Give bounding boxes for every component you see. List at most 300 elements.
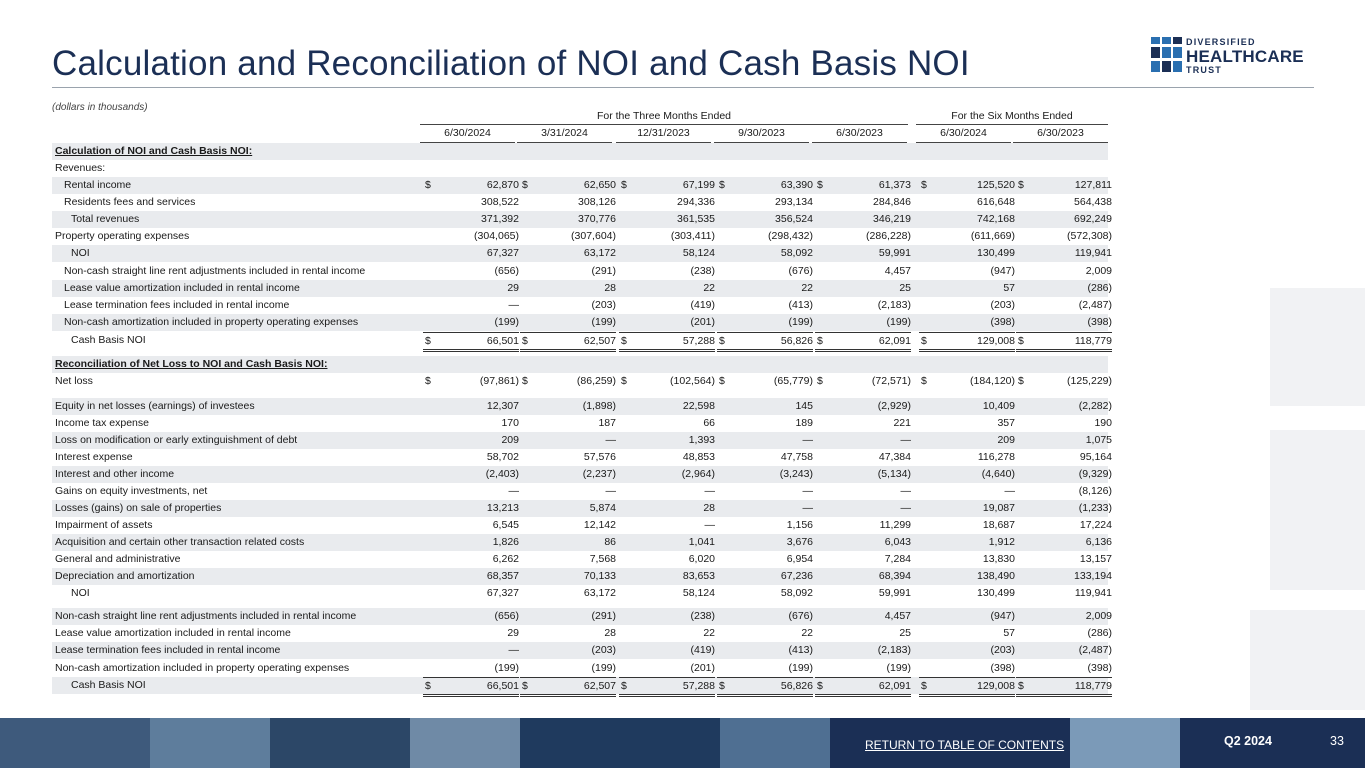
cell-value: (656) — [494, 610, 519, 622]
currency-symbol: $ — [522, 179, 528, 191]
cell-value: 62,870 — [486, 179, 519, 191]
table-cell — [1016, 263, 1112, 280]
currency-symbol: $ — [621, 680, 627, 692]
table-cell — [619, 449, 715, 466]
table-cell — [1016, 625, 1112, 642]
table-cell — [423, 398, 519, 415]
table-row — [52, 332, 1112, 349]
table-cell — [919, 432, 1015, 449]
cell-value: 66 — [703, 417, 715, 429]
table-cell — [815, 177, 911, 194]
table-cell — [619, 642, 715, 659]
table-cell — [1016, 432, 1112, 449]
table-cell — [423, 297, 519, 314]
cell-value: 57,576 — [583, 451, 616, 463]
table-cell — [815, 373, 911, 390]
table-cell — [919, 517, 1015, 534]
table-cell — [619, 280, 715, 297]
table-cell — [717, 625, 813, 642]
table-cell — [423, 245, 519, 262]
table-cell — [619, 625, 715, 642]
cell-value: (398) — [1087, 662, 1112, 674]
column-header: 3/31/2024 — [541, 127, 588, 139]
cell-value: 62,507 — [583, 680, 616, 692]
cell-value: 293,134 — [775, 196, 813, 208]
cell-value: 1,393 — [688, 434, 715, 446]
cell-value: 4,457 — [884, 265, 911, 277]
table-cell — [717, 585, 813, 602]
row-label: Equity in net losses (earnings) of investees — [55, 400, 255, 412]
table-cell — [919, 483, 1015, 500]
cell-value: 308,522 — [481, 196, 519, 208]
currency-symbol: $ — [1018, 335, 1024, 347]
cell-value: 22 — [801, 627, 813, 639]
cell-value: 47,758 — [780, 451, 813, 463]
cell-value: — — [900, 434, 911, 446]
cell-value: 17,224 — [1079, 519, 1112, 531]
table-cell — [619, 297, 715, 314]
table-cell — [520, 517, 616, 534]
table-cell — [919, 228, 1015, 245]
cell-value: 58,092 — [780, 587, 813, 599]
table-cell — [520, 500, 616, 517]
cell-value: 4,457 — [884, 610, 911, 622]
table-cell — [815, 398, 911, 415]
cell-value: 294,336 — [677, 196, 715, 208]
cell-value: (307,604) — [571, 230, 616, 242]
table-row — [52, 245, 1112, 262]
table-cell — [1016, 500, 1112, 517]
table-cell — [423, 211, 519, 228]
cell-value: (203) — [591, 299, 616, 311]
table-cell — [815, 280, 911, 297]
table-cell — [423, 585, 519, 602]
cell-value: 28 — [604, 627, 616, 639]
title-divider — [52, 87, 1314, 88]
table-cell — [520, 449, 616, 466]
row-label: Non-cash straight line rent adjustments included in rental income — [64, 265, 366, 277]
row-label: Calculation of NOI and Cash Basis NOI: — [55, 145, 253, 157]
table-cell — [815, 314, 911, 331]
cell-value: 62,507 — [583, 335, 616, 347]
table-cell — [919, 373, 1015, 390]
table-cell — [520, 245, 616, 262]
cell-value: 118,779 — [1074, 335, 1112, 347]
cell-value: (184,120) — [970, 375, 1015, 387]
column-header: 6/30/2024 — [444, 127, 491, 139]
cell-value: — — [704, 519, 715, 531]
column-header: 6/30/2023 — [836, 127, 883, 139]
background-decoration — [1270, 288, 1365, 406]
table-cell — [717, 297, 813, 314]
cell-value: 58,124 — [682, 587, 715, 599]
table-row — [52, 660, 1112, 677]
cell-value: (2,403) — [485, 468, 519, 480]
table-cell — [1016, 660, 1112, 677]
table-cell — [1016, 228, 1112, 245]
quarter-label: Q2 2024 — [1224, 734, 1272, 748]
cell-value: — — [605, 434, 616, 446]
cell-value: (238) — [690, 610, 715, 622]
table-row — [52, 280, 1112, 297]
table-cell — [520, 332, 616, 352]
table-cell — [520, 280, 616, 297]
table-cell — [815, 432, 911, 449]
cell-value: 190 — [1094, 417, 1112, 429]
row-label: Interest expense — [55, 451, 133, 463]
table-cell — [717, 398, 813, 415]
cell-value: 66,501 — [486, 335, 519, 347]
table-row — [52, 568, 1112, 585]
background-decoration — [1250, 610, 1365, 710]
table-cell — [919, 500, 1015, 517]
table-cell — [423, 415, 519, 432]
currency-symbol: $ — [621, 375, 627, 387]
cell-value: (413) — [788, 299, 813, 311]
table-cell — [717, 660, 813, 677]
table-cell — [815, 449, 911, 466]
currency-symbol: $ — [719, 335, 725, 347]
cell-value: — — [802, 485, 813, 497]
table-cell — [423, 332, 519, 352]
currency-symbol: $ — [425, 179, 431, 191]
table-cell — [520, 314, 616, 331]
table-cell — [619, 660, 715, 677]
table-cell — [619, 551, 715, 568]
table-cell — [423, 534, 519, 551]
table-cell — [919, 677, 1015, 697]
cell-value: 95,164 — [1079, 451, 1112, 463]
cell-value: 70,133 — [583, 570, 616, 582]
table-cell — [520, 194, 616, 211]
table-cell — [520, 677, 616, 697]
table-cell — [919, 177, 1015, 194]
table-cell — [919, 568, 1015, 585]
table-cell — [815, 332, 911, 352]
cell-value: 357 — [997, 417, 1015, 429]
cell-value: 2,009 — [1085, 265, 1112, 277]
row-label: Lease termination fees included in rental income — [64, 299, 290, 311]
currency-symbol: $ — [719, 680, 725, 692]
return-to-toc-link[interactable]: RETURN TO TABLE OF CONTENTS — [865, 738, 1065, 752]
table-cell — [919, 585, 1015, 602]
table-cell — [423, 625, 519, 642]
currency-symbol: $ — [1018, 179, 1024, 191]
table-cell — [717, 373, 813, 390]
table-cell — [520, 373, 616, 390]
table-cell — [815, 585, 911, 602]
cell-value: (125,229) — [1067, 375, 1112, 387]
cell-value: 356,524 — [775, 213, 813, 225]
cell-value: (199) — [788, 316, 813, 328]
table-cell — [520, 483, 616, 500]
cell-value: (97,861) — [479, 375, 519, 387]
table-cell — [815, 677, 911, 697]
table-cell — [619, 211, 715, 228]
table-cell — [520, 263, 616, 280]
currency-symbol: $ — [817, 335, 823, 347]
table-cell — [619, 677, 715, 697]
table-cell — [815, 466, 911, 483]
cell-value: (1,233) — [1078, 502, 1112, 514]
cell-value: (291) — [591, 610, 616, 622]
table-cell — [815, 228, 911, 245]
cell-value: 56,826 — [780, 335, 813, 347]
table-cell — [423, 228, 519, 245]
table-cell — [919, 194, 1015, 211]
cell-value: (398) — [1087, 316, 1112, 328]
cell-value: 564,438 — [1074, 196, 1112, 208]
table-cell — [1016, 534, 1112, 551]
currency-symbol: $ — [921, 375, 927, 387]
cell-value: 22 — [703, 282, 715, 294]
table-cell — [619, 608, 715, 625]
cell-value: — — [508, 299, 519, 311]
cell-value: (572,308) — [1067, 230, 1112, 242]
row-label: General and administrative — [55, 553, 181, 565]
cell-value: — — [508, 644, 519, 656]
cell-value: 57 — [1003, 627, 1015, 639]
table-cell — [520, 625, 616, 642]
cell-value: (2,183) — [877, 644, 911, 656]
table-cell — [717, 534, 813, 551]
table-cell — [815, 194, 911, 211]
table-cell — [815, 500, 911, 517]
cell-value: (676) — [788, 610, 813, 622]
cell-value: 1,912 — [988, 536, 1015, 548]
table-cell — [919, 245, 1015, 262]
cell-value: — — [802, 502, 813, 514]
table-cell — [919, 211, 1015, 228]
row-label: NOI — [71, 247, 90, 259]
cell-value: — — [1004, 485, 1015, 497]
column-header: 12/31/2023 — [637, 127, 690, 139]
table-cell — [1016, 608, 1112, 625]
row-label: Interest and other income — [55, 468, 175, 480]
currency-symbol: $ — [522, 335, 528, 347]
table-cell — [1016, 642, 1112, 659]
header-divider — [916, 124, 1108, 125]
table-row — [52, 608, 1112, 625]
logo-text-line3: TRUST — [1186, 65, 1222, 75]
cell-value: 62,091 — [878, 335, 911, 347]
cell-value: 12,307 — [486, 400, 519, 412]
cell-value: 616,648 — [977, 196, 1015, 208]
currency-symbol: $ — [621, 179, 627, 191]
table-cell — [1016, 415, 1112, 432]
table-cell — [520, 608, 616, 625]
row-label: Acquisition and certain other transaction related costs — [55, 536, 305, 548]
currency-symbol: $ — [719, 179, 725, 191]
table-row — [52, 625, 1112, 642]
table-cell — [619, 483, 715, 500]
cell-value: 130,499 — [977, 587, 1015, 599]
currency-symbol: $ — [1018, 680, 1024, 692]
cell-value: 57,288 — [682, 335, 715, 347]
table-cell — [717, 517, 813, 534]
table-cell — [619, 585, 715, 602]
cell-value: 68,357 — [486, 570, 519, 582]
table-cell — [919, 660, 1015, 677]
cell-value: 67,236 — [780, 570, 813, 582]
table-cell — [717, 415, 813, 432]
table-cell — [520, 534, 616, 551]
cell-value: 66,501 — [486, 680, 519, 692]
header-divider — [420, 124, 908, 125]
cell-value: 48,853 — [682, 451, 715, 463]
table-cell — [1016, 211, 1112, 228]
row-label: Lease termination fees included in rental income — [55, 644, 281, 656]
cell-value: — — [900, 485, 911, 497]
header-six-months: For the Six Months Ended — [951, 110, 1073, 122]
units-note: (dollars in thousands) — [52, 102, 148, 113]
cell-value: (398) — [990, 662, 1015, 674]
cell-value: (86,259) — [576, 375, 616, 387]
cell-value: 25 — [899, 282, 911, 294]
cell-value: 63,172 — [583, 587, 616, 599]
cell-value: 59,991 — [878, 587, 911, 599]
table-cell — [717, 677, 813, 697]
cell-value: 1,156 — [786, 519, 813, 531]
cell-value: 68,394 — [878, 570, 911, 582]
cell-value: (2,487) — [1078, 644, 1112, 656]
table-row — [52, 432, 1112, 449]
cell-value: 170 — [501, 417, 519, 429]
column-header: 6/30/2023 — [1037, 127, 1084, 139]
table-cell — [1016, 677, 1112, 697]
cell-value: 5,874 — [589, 502, 616, 514]
page-title: Calculation and Reconciliation of NOI and Cash Basis NOI — [52, 44, 970, 83]
cell-value: 189 — [795, 417, 813, 429]
row-label: Rental income — [64, 179, 132, 191]
cell-value: 129,008 — [977, 335, 1015, 347]
cell-value: (286,228) — [866, 230, 911, 242]
table-cell — [1016, 483, 1112, 500]
cell-value: (286) — [1087, 282, 1112, 294]
table-cell — [520, 551, 616, 568]
cell-value: — — [508, 485, 519, 497]
table-cell — [619, 432, 715, 449]
table-cell — [1016, 568, 1112, 585]
cell-value: (199) — [788, 662, 813, 674]
cell-value: — — [605, 485, 616, 497]
table-cell — [815, 534, 911, 551]
cell-value: 1,075 — [1085, 434, 1112, 446]
cell-value: (2,237) — [582, 468, 616, 480]
table-cell — [520, 660, 616, 677]
cell-value: (611,669) — [970, 230, 1015, 242]
table-row — [52, 415, 1112, 432]
table-cell — [1016, 297, 1112, 314]
table-cell — [717, 500, 813, 517]
cell-value: 22 — [801, 282, 813, 294]
table-cell — [717, 568, 813, 585]
cell-value: 6,545 — [492, 519, 519, 531]
header-three-months: For the Three Months Ended — [596, 110, 732, 122]
table-cell — [919, 625, 1015, 642]
cell-value: 125,520 — [977, 179, 1015, 191]
table-cell — [423, 500, 519, 517]
row-label: Cash Basis NOI — [71, 334, 146, 346]
table-row — [52, 143, 1108, 160]
currency-symbol: $ — [522, 375, 528, 387]
cell-value: 119,941 — [1074, 247, 1112, 259]
cell-value: 129,008 — [977, 680, 1015, 692]
table-cell — [717, 194, 813, 211]
table-cell — [619, 500, 715, 517]
table-cell — [919, 297, 1015, 314]
cell-value: (8,126) — [1078, 485, 1112, 497]
cell-value: 63,390 — [780, 179, 813, 191]
table-row — [52, 585, 1112, 602]
cell-value: 308,126 — [578, 196, 616, 208]
table-cell — [619, 245, 715, 262]
cell-value: (291) — [591, 265, 616, 277]
cell-value: (947) — [990, 265, 1015, 277]
cell-value: 6,262 — [492, 553, 519, 565]
cell-value: 133,194 — [1074, 570, 1112, 582]
cell-value: (419) — [690, 644, 715, 656]
cell-value: (238) — [690, 265, 715, 277]
cell-value: 346,219 — [873, 213, 911, 225]
row-label: Net loss — [55, 375, 93, 387]
table-cell — [520, 568, 616, 585]
cell-value: 18,687 — [982, 519, 1015, 531]
cell-value: (413) — [788, 644, 813, 656]
cell-value: (199) — [886, 316, 911, 328]
currency-symbol: $ — [621, 335, 627, 347]
currency-symbol: $ — [817, 375, 823, 387]
cell-value: 7,284 — [884, 553, 911, 565]
cell-value: (65,779) — [773, 375, 813, 387]
cell-value: 118,779 — [1074, 680, 1112, 692]
table-cell — [717, 483, 813, 500]
cell-value: 58,702 — [486, 451, 519, 463]
table-cell — [815, 625, 911, 642]
cell-value: 57,288 — [682, 680, 715, 692]
cell-value: — — [900, 502, 911, 514]
table-cell — [717, 551, 813, 568]
table-cell — [717, 263, 813, 280]
cell-value: 1,826 — [492, 536, 519, 548]
table-cell — [520, 466, 616, 483]
row-label: Residents fees and services — [64, 196, 196, 208]
cell-value: — — [802, 434, 813, 446]
cell-value: (102,564) — [670, 375, 715, 387]
cell-value: (2,183) — [877, 299, 911, 311]
table-cell — [815, 297, 911, 314]
cell-value: — — [704, 485, 715, 497]
cell-value: 13,157 — [1079, 553, 1112, 565]
table-row — [52, 314, 1112, 331]
cell-value: (203) — [591, 644, 616, 656]
cell-value: 371,392 — [481, 213, 519, 225]
table-cell — [520, 585, 616, 602]
table-cell — [717, 466, 813, 483]
table-cell — [423, 280, 519, 297]
table-cell — [423, 677, 519, 697]
table-cell — [423, 568, 519, 585]
table-cell — [815, 263, 911, 280]
cell-value: 370,776 — [578, 213, 616, 225]
cell-value: 86 — [604, 536, 616, 548]
row-label: Non-cash straight line rent adjustments included in rental income — [55, 610, 357, 622]
cell-value: (5,134) — [877, 468, 911, 480]
cell-value: (298,432) — [768, 230, 813, 242]
table-cell — [1016, 314, 1112, 331]
table-cell — [717, 245, 813, 262]
table-row — [52, 228, 1112, 245]
